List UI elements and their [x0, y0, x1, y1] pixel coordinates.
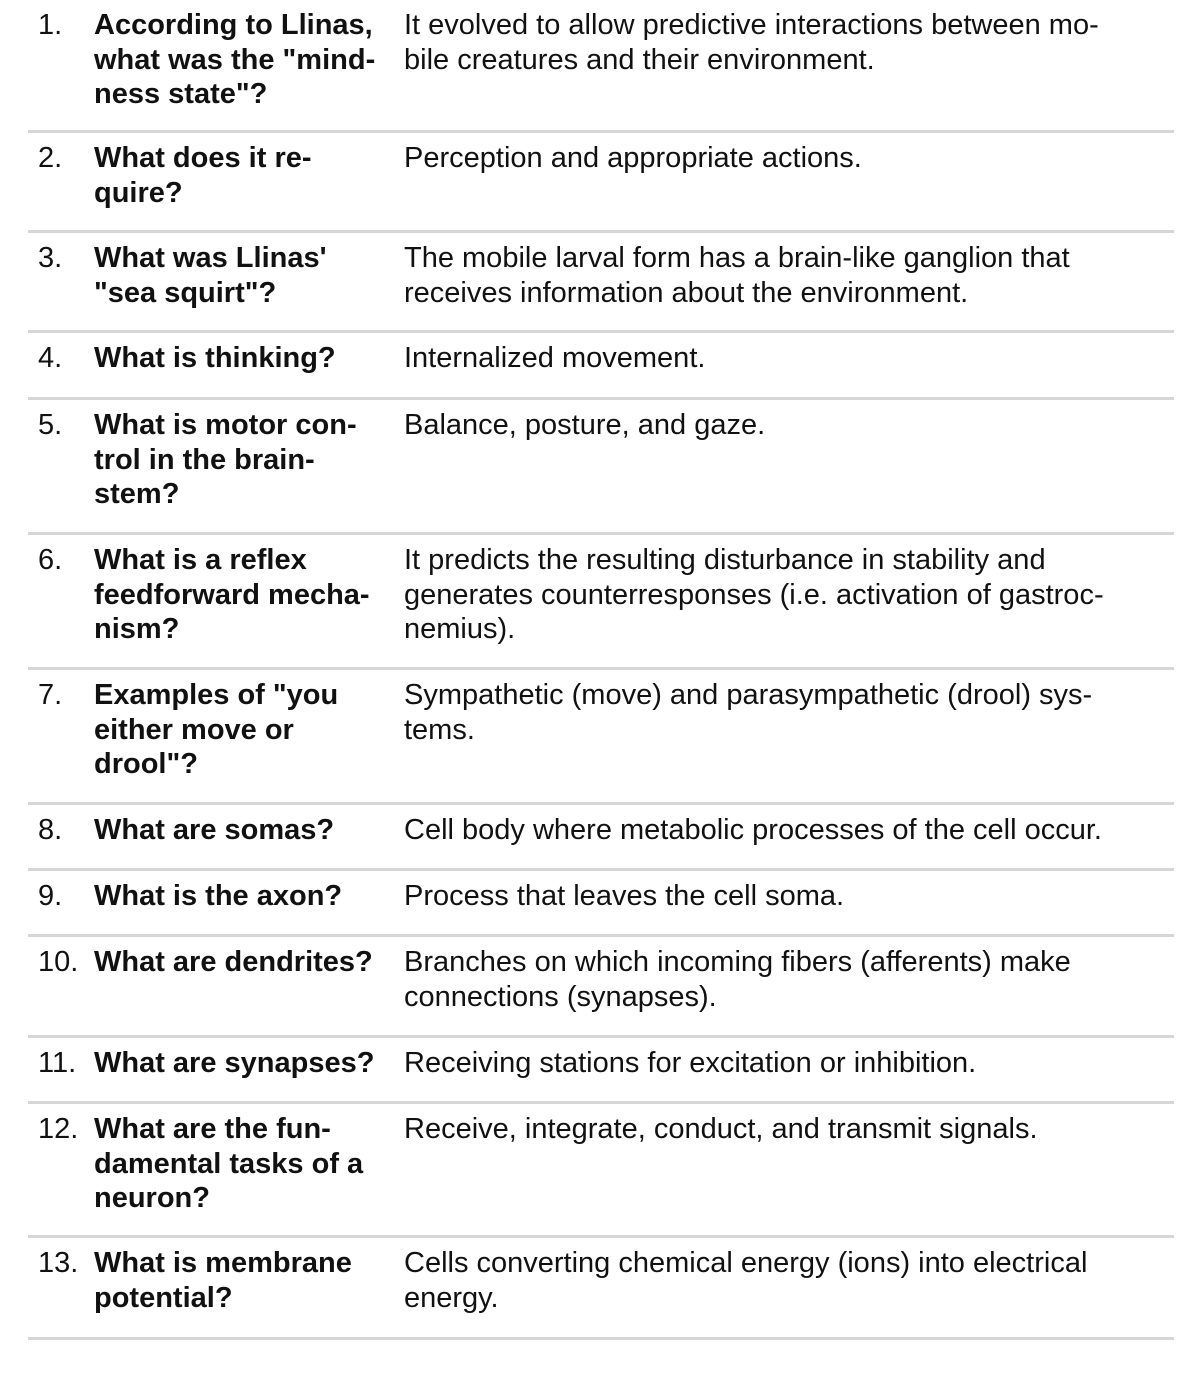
answer-text: The mobile larval form has a brain-like ganglion that receives information about the environment. [404, 242, 1070, 309]
item-number: 13. [38, 1247, 79, 1279]
item-number: 11. [38, 1047, 77, 1079]
qa-row [28, 1238, 1174, 1340]
question-text: What are the fun- damental tasks of a neuron? [94, 1113, 364, 1214]
answer-text: It evolved to allow predictive interactions between mo- bile creatures and their environment. [404, 9, 1099, 76]
question-text: What does it re- quire? [94, 142, 312, 209]
question-text: What is membrane potential? [94, 1247, 352, 1314]
question-text: What is the axon? [94, 880, 343, 912]
item-number: 2. [38, 142, 63, 174]
item-number: 9. [38, 880, 63, 912]
answer-text: Cell body where metabolic processes of the cell occur. [404, 814, 1102, 846]
answer-text: Balance, posture, and gaze. [404, 409, 766, 441]
answer-text: Process that leaves the cell soma. [404, 880, 845, 912]
answer-text: Receiving stations for excitation or inhibition. [404, 1047, 977, 1079]
item-number: 12. [38, 1113, 79, 1145]
question-text: What is a reflex feedforward mecha- nism? [94, 544, 370, 645]
answer-text: Perception and appropriate actions. [404, 142, 862, 174]
answer-text: Internalized movement. [404, 342, 706, 374]
question-text: What is thinking? [94, 342, 336, 374]
item-number: 10. [38, 946, 79, 978]
qa-row [28, 333, 1174, 400]
answer-text: It predicts the resulting disturbance in stability and generates counterresponses (i.e. activation of gastroc- nemius). [404, 544, 1104, 645]
question-text: Examples of "you either move or drool"? [94, 679, 339, 780]
question-text: According to Llinas, what was the "mind- ness state"? [94, 9, 376, 110]
qa-row [28, 937, 1174, 1038]
qa-row [28, 1104, 1174, 1238]
question-text: What is motor con- trol in the brain- stem? [94, 409, 357, 510]
qa-row [28, 670, 1174, 805]
answer-text: Receive, integrate, conduct, and transmit signals. [404, 1113, 1038, 1145]
item-number: 6. [38, 544, 63, 576]
qa-list [28, 0, 1174, 1340]
qa-row [28, 1038, 1174, 1104]
item-number: 5. [38, 409, 63, 441]
item-number: 4. [38, 342, 63, 374]
question-text: What are synapses? [94, 1047, 375, 1079]
qa-row [28, 871, 1174, 937]
item-number: 1. [38, 9, 63, 41]
qa-row [28, 133, 1174, 233]
qa-row [28, 0, 1174, 133]
question-text: What are dendrites? [94, 946, 373, 978]
item-number: 3. [38, 242, 63, 274]
answer-text: Sympathetic (move) and parasympathetic (drool) sys- tems. [404, 679, 1093, 746]
qa-row [28, 805, 1174, 871]
answer-text: Branches on which incoming fibers (afferents) make connections (synapses). [404, 946, 1071, 1013]
question-text: What are somas? [94, 814, 335, 846]
qa-row [28, 535, 1174, 670]
question-text: What was Llinas' "sea squirt"? [94, 242, 327, 309]
item-number: 8. [38, 814, 63, 846]
qa-row [28, 400, 1174, 535]
answer-text: Cells converting chemical energy (ions) into electrical energy. [404, 1247, 1088, 1314]
item-number: 7. [38, 679, 63, 711]
qa-row [28, 233, 1174, 333]
